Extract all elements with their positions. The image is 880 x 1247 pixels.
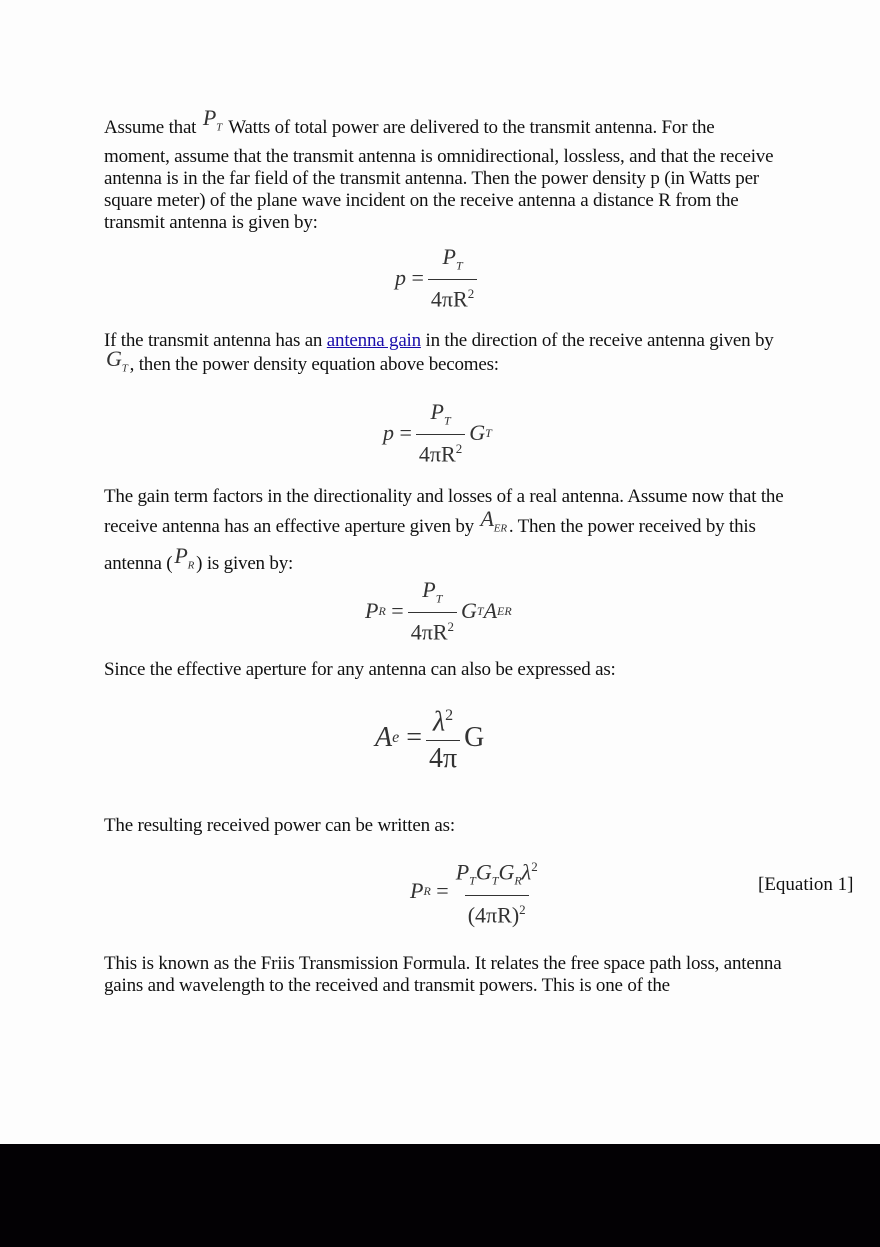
- text: Watts of total power are delivered to the transmit antenna. For the moment, assume that the transmit antenna is omnidirectional, lossless, and that the receive antenna is in the far field of the transmit antenna. Then the power density p (in Watts per square meter) of the plane wave incident on the receive antenna a distance R from the transmit antenna is given by:: [104, 117, 774, 234]
- text: . Then the power received by this antenna (: [104, 516, 756, 575]
- paragraph-aperture: [104, 483, 784, 586]
- paragraph-gain: [104, 330, 784, 383]
- text: The gain term factors in the directionality and losses of a real antenna. Assume now that the receive antenna has an effective aperture given by: [104, 486, 784, 537]
- text: ) is given by:: [196, 553, 294, 575]
- equation-1-label: [Equation 1]: [758, 874, 854, 895]
- equation-received-power: P R = $\frac{P_T}{4\pi R^2}$ G T A ER: [365, 577, 512, 645]
- symbol-pr: $P_R$: [174, 543, 195, 572]
- symbol-gt: $G_T$: [106, 346, 128, 375]
- bottom-black-bar: [0, 1144, 880, 1247]
- equation-friis: P R = $\frac{P_TG_TG_R\lambda^2}{(4\pi R)^2}$: [410, 859, 538, 928]
- text: If the transmit antenna has an: [104, 330, 323, 351]
- text: , then the power density equation above becomes:: [129, 354, 499, 375]
- paragraph-effective-aperture: Since the effective aperture for any antenna can also be expressed as:: [104, 659, 616, 680]
- symbol-aer: $A_{ER}$: [480, 506, 507, 535]
- equation-power-density: p = $\frac{P_T}{4\pi R^2}$: [395, 245, 481, 312]
- text: in the direction of the receive antenna given by: [425, 330, 774, 351]
- paragraph-intro: [104, 105, 784, 234]
- text: Assume that: [104, 117, 197, 138]
- paragraph-resulting: The resulting received power can be written as:: [104, 815, 455, 836]
- equation-aperture: A e = $\frac{\lambda^2}{4\pi}$ G: [375, 706, 485, 775]
- symbol-pt: $P_T$: [202, 105, 222, 134]
- equation-power-density-gain: p = $\frac{P_T}{4\pi R^2}$ G T: [383, 399, 492, 467]
- antenna-gain-link[interactable]: antenna gain: [326, 330, 421, 351]
- paragraph-friis: This is known as the Friis Transmission Formula. It relates the free space path loss, antenna gains and wavelength to the received and transmit powers. This is one of the: [104, 953, 782, 996]
